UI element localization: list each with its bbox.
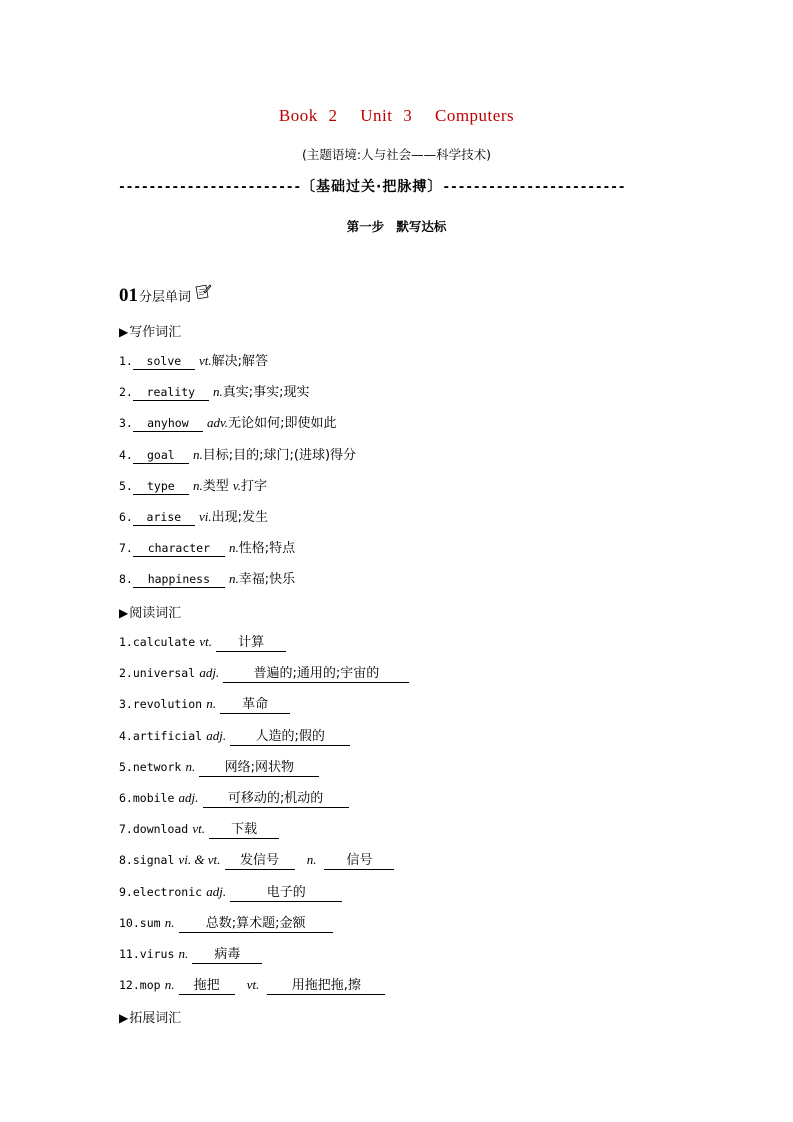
- item-number: 8.: [119, 572, 133, 587]
- triangle-bullet-icon: ▶: [119, 606, 129, 620]
- word-meaning: 目标;目的;球门;(进球)得分: [202, 447, 357, 463]
- item-number: 4.: [119, 447, 133, 462]
- answer-blank: character: [133, 540, 225, 557]
- vocab-word: 5.network: [119, 759, 182, 774]
- part-of-speech-2: n.: [306, 852, 317, 868]
- step-heading: 第一步 默写达标: [346, 219, 447, 234]
- answer-blank: 人造的;假的: [230, 729, 350, 746]
- writing-word-row: [119, 414, 336, 432]
- item-number: 5.: [119, 478, 133, 493]
- answer-blank: 病毒: [192, 947, 262, 964]
- answer-blank: solve: [133, 353, 195, 370]
- answer-blank: 普遍的;通用的;宇宙的: [223, 666, 409, 683]
- item-number: 7.: [119, 541, 133, 556]
- answer-blank: reality: [133, 384, 209, 401]
- part-of-speech: n.: [229, 540, 239, 556]
- part-of-speech: n.: [229, 571, 239, 587]
- vocab-word: 1.calculate: [119, 635, 196, 649]
- word-meaning: 幸福;快乐: [238, 572, 296, 588]
- page-subtitle: (主题语境:人与社会——科学技术): [302, 147, 491, 162]
- part-of-speech: n.: [193, 477, 203, 493]
- vocab-word: 4.artificial: [119, 728, 203, 743]
- section-banner: [118, 176, 793, 196]
- part-of-speech-2: v.: [232, 477, 241, 493]
- vocab-word: 8.signal: [119, 853, 175, 868]
- reading-word-row: [119, 695, 290, 713]
- triangle-bullet-icon: ▶: [119, 1011, 129, 1025]
- part-of-speech: vt.: [199, 353, 212, 368]
- answer-blank: 网络;网状物: [199, 760, 319, 777]
- writing-word-row: [119, 352, 268, 370]
- part-of-speech: adj.: [199, 665, 220, 681]
- word-meaning: 真实;事实;现实: [222, 385, 310, 401]
- part-of-speech-2: vt.: [246, 977, 260, 993]
- answer-blank: 计算: [216, 635, 286, 652]
- reading-word-row: [119, 851, 394, 869]
- answer-blank-2: 用拖把拖,擦: [267, 978, 385, 995]
- word-meaning: 性格;特点: [238, 541, 296, 557]
- part-of-speech: vt.: [199, 634, 212, 649]
- vocab-word: 10.sum: [119, 915, 161, 930]
- word-meaning: 类型: [202, 478, 229, 494]
- vocab-word: 9.electronic: [119, 884, 203, 899]
- part-of-speech: adj.: [178, 790, 199, 805]
- answer-blank: 发信号: [225, 853, 295, 870]
- vocab-word: 2.universal: [119, 666, 196, 681]
- reading-word-row: [119, 633, 286, 651]
- writing-word-row: [119, 446, 356, 464]
- reading-word-row: [119, 820, 279, 838]
- title-book: Book 2: [278, 106, 338, 125]
- part-of-speech: vt.: [192, 821, 206, 837]
- item-number: 2.: [119, 385, 133, 400]
- vocab-word: 12.mop: [119, 978, 161, 993]
- section-heading: [119, 283, 211, 305]
- answer-blank: 下载: [209, 822, 279, 839]
- writing-word-row: [119, 570, 295, 588]
- reading-word-row: [119, 727, 350, 745]
- writing-word-row: [119, 383, 310, 401]
- answer-blank: anyhow: [133, 415, 203, 432]
- part-of-speech: n.: [206, 696, 216, 712]
- subheading-writing: ▶写作词汇: [119, 325, 182, 340]
- part-of-speech: adv.: [207, 415, 229, 431]
- pencil-note-icon: [195, 283, 211, 303]
- part-of-speech: adj.: [206, 727, 227, 743]
- item-number: 3.: [119, 416, 133, 431]
- answer-blank: happiness: [133, 571, 225, 588]
- reading-word-row: [119, 664, 409, 682]
- part-of-speech: n.: [213, 384, 223, 400]
- answer-blank: 革命: [220, 697, 290, 714]
- part-of-speech: n.: [193, 446, 203, 462]
- subheading-reading: ▶阅读词汇: [119, 606, 182, 621]
- writing-word-row: [119, 508, 268, 526]
- vocab-word: 7.download: [119, 822, 189, 837]
- section-title: 分层单词: [139, 290, 192, 305]
- word-meaning: 无论如何;即使如此: [228, 416, 337, 432]
- word-meaning: 出现;发生: [211, 510, 269, 525]
- part-of-speech: n.: [164, 977, 175, 993]
- answer-blank-2: 信号: [324, 853, 394, 870]
- writing-word-row: [119, 539, 295, 557]
- triangle-bullet-icon: ▶: [119, 325, 129, 339]
- item-number: 6.: [119, 510, 133, 524]
- reading-word-row: [119, 883, 342, 901]
- answer-blank: 总数;算术题;金额: [179, 916, 333, 933]
- answer-blank: arise: [133, 509, 195, 526]
- item-number: 1.: [119, 354, 133, 368]
- vocab-word: 11.virus: [119, 947, 175, 961]
- reading-word-row: [119, 758, 319, 776]
- title-topic: Computers: [434, 106, 515, 125]
- word-meaning: 解决;解答: [211, 354, 269, 369]
- banner-divider-left: ------------------------: [118, 180, 302, 195]
- writing-word-row: [119, 477, 267, 495]
- part-of-speech: vi. & vt.: [178, 852, 221, 868]
- word-meaning-2: 打字: [240, 478, 267, 494]
- section-number: 01: [119, 285, 138, 306]
- banner-text: 〔基础过关·把脉搏〕: [301, 179, 443, 195]
- part-of-speech: n.: [164, 914, 175, 930]
- part-of-speech: n.: [178, 946, 189, 961]
- title-unit: Unit 3: [360, 106, 413, 125]
- part-of-speech: adj.: [206, 883, 227, 899]
- reading-word-row: [119, 789, 349, 807]
- banner-divider-right: ------------------------: [442, 180, 626, 195]
- part-of-speech: n.: [185, 758, 196, 774]
- page-title: [0, 106, 793, 126]
- reading-word-row: [119, 945, 262, 963]
- vocab-word: 3.revolution: [119, 697, 203, 712]
- answer-blank: 电子的: [230, 885, 342, 902]
- reading-word-row: [119, 914, 333, 932]
- answer-blank: type: [133, 478, 189, 495]
- part-of-speech: vi.: [199, 509, 212, 524]
- answer-blank: 拖把: [179, 978, 235, 995]
- answer-blank: 可移动的;机动的: [203, 791, 349, 808]
- subheading-extension: ▶拓展词汇: [119, 1011, 182, 1026]
- answer-blank: goal: [133, 447, 189, 464]
- vocab-word: 6.mobile: [119, 791, 175, 805]
- reading-word-row: [119, 976, 385, 994]
